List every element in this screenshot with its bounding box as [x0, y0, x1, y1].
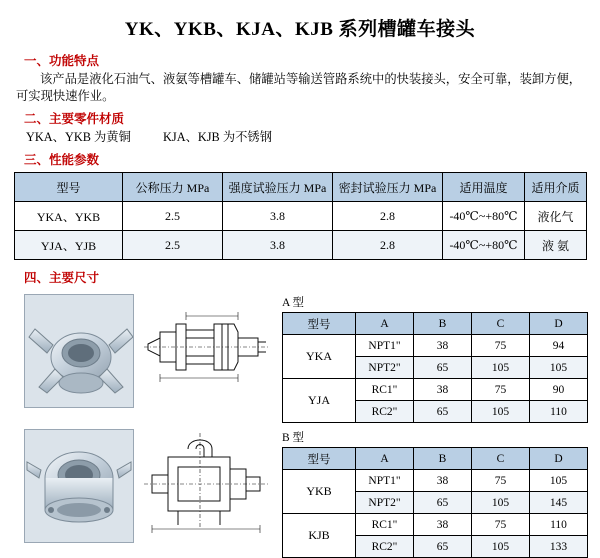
- cell-d: 133: [530, 536, 588, 558]
- technical-drawing-a: [142, 294, 270, 406]
- dimension-table-a-wrap: [282, 294, 588, 423]
- table-row: [283, 335, 588, 357]
- page-title: YK、YKB、KJA、KJB 系列槽罐车接头: [124, 19, 476, 40]
- cell-a: RC2": [356, 401, 414, 423]
- dimension-table-b-wrap: [282, 429, 588, 558]
- dimension-table-a: [282, 312, 588, 423]
- col-header-seal-test: 密封试验压力 MPa: [333, 173, 443, 202]
- features-paragraph: 该产品是液化石油气、液氨等槽罐车、储罐站等输送管路系统中的快装接头，安全可靠，装卸方便，可实现快速作业。: [16, 72, 582, 103]
- cell-b: 38: [414, 335, 472, 357]
- cell-c: 105: [472, 536, 530, 558]
- cell-c: 105: [472, 357, 530, 379]
- col-header-b: B: [414, 313, 472, 335]
- cell-seal-test: 2.8: [333, 231, 443, 260]
- cell-model: KJB: [283, 514, 356, 558]
- table-header-row: [283, 448, 588, 470]
- cell-a: RC1": [356, 514, 414, 536]
- cell-c: 75: [472, 335, 530, 357]
- product-photo-a: [24, 294, 134, 408]
- cell-d: 110: [530, 401, 588, 423]
- technical-drawing-b: [142, 429, 270, 541]
- cell-d: 94: [530, 335, 588, 357]
- cell-c: 105: [472, 401, 530, 423]
- col-header-strength-test: 强度试验压力 MPa: [223, 173, 333, 202]
- col-header-model: 型号: [15, 173, 123, 202]
- col-header-a: A: [356, 448, 414, 470]
- cell-b: 65: [414, 401, 472, 423]
- cell-nominal-pressure: 2.5: [123, 202, 223, 231]
- cell-b: 65: [414, 536, 472, 558]
- cell-medium: 液 氨: [525, 231, 587, 260]
- col-header-d: D: [530, 448, 588, 470]
- cell-model: YJA、YJB: [15, 231, 123, 260]
- cell-seal-test: 2.8: [333, 202, 443, 231]
- cell-c: 75: [472, 379, 530, 401]
- col-header-a: A: [356, 313, 414, 335]
- material-left-text: YKA、YKB 为黄铜: [26, 130, 131, 144]
- dimension-table-b-label: B 型: [282, 432, 305, 444]
- document-page: [0, 14, 600, 553]
- col-header-temperature: 适用温度: [443, 173, 525, 202]
- table-header-row: [15, 173, 587, 202]
- cell-b: 38: [414, 379, 472, 401]
- cell-b: 38: [414, 514, 472, 536]
- dimension-row-a: [14, 294, 586, 423]
- material-line: [26, 129, 586, 146]
- dimension-table-b: [282, 447, 588, 558]
- cell-d: 110: [530, 514, 588, 536]
- table-header-row: [283, 313, 588, 335]
- product-photo-b: [24, 429, 134, 543]
- cell-a: NPT1": [356, 470, 414, 492]
- cell-model: YKB: [283, 470, 356, 514]
- col-header-c: C: [472, 313, 530, 335]
- table-row: [15, 231, 587, 260]
- cell-d: 90: [530, 379, 588, 401]
- cell-strength-test: 3.8: [223, 231, 333, 260]
- cell-b: 65: [414, 357, 472, 379]
- cell-model: YJA: [283, 379, 356, 423]
- cell-c: 75: [472, 514, 530, 536]
- cell-model: YKA、YKB: [15, 202, 123, 231]
- cell-a: NPT2": [356, 492, 414, 514]
- performance-table: [14, 172, 587, 260]
- cell-temperature: -40℃~+80℃: [443, 231, 525, 260]
- cell-model: YKA: [283, 335, 356, 379]
- cell-a: NPT2": [356, 357, 414, 379]
- section-heading-performance: 三、性能参数: [24, 153, 100, 167]
- dimension-row-b: [14, 429, 586, 558]
- col-header-model: 型号: [283, 313, 356, 335]
- dimensions-section: [14, 294, 586, 558]
- cell-d: 105: [530, 357, 588, 379]
- table-row: [283, 514, 588, 536]
- cell-c: 105: [472, 492, 530, 514]
- cell-nominal-pressure: 2.5: [123, 231, 223, 260]
- cell-medium: 液化气: [525, 202, 587, 231]
- cell-a: RC2": [356, 536, 414, 558]
- section-heading-features: 一、功能特点: [24, 54, 100, 68]
- col-header-d: D: [530, 313, 588, 335]
- col-header-c: C: [472, 448, 530, 470]
- cell-d: 145: [530, 492, 588, 514]
- col-header-nominal-pressure: 公称压力 MPa: [123, 173, 223, 202]
- cell-strength-test: 3.8: [223, 202, 333, 231]
- section-heading-material: 二、主要零件材质: [24, 112, 125, 126]
- table-row: [15, 202, 587, 231]
- cell-a: RC1": [356, 379, 414, 401]
- cell-c: 75: [472, 470, 530, 492]
- cell-a: NPT1": [356, 335, 414, 357]
- col-header-model: 型号: [283, 448, 356, 470]
- cell-d: 105: [530, 470, 588, 492]
- cell-temperature: -40℃~+80℃: [443, 202, 525, 231]
- col-header-medium: 适用介质: [525, 173, 587, 202]
- dimension-table-a-label: A 型: [282, 297, 305, 309]
- table-row: [283, 470, 588, 492]
- section-heading-dimensions: 四、主要尺寸: [24, 271, 100, 285]
- cell-b: 38: [414, 470, 472, 492]
- col-header-b: B: [414, 448, 472, 470]
- cell-b: 65: [414, 492, 472, 514]
- table-row: [283, 379, 588, 401]
- material-right-text: KJA、KJB 为不锈钢: [163, 130, 273, 144]
